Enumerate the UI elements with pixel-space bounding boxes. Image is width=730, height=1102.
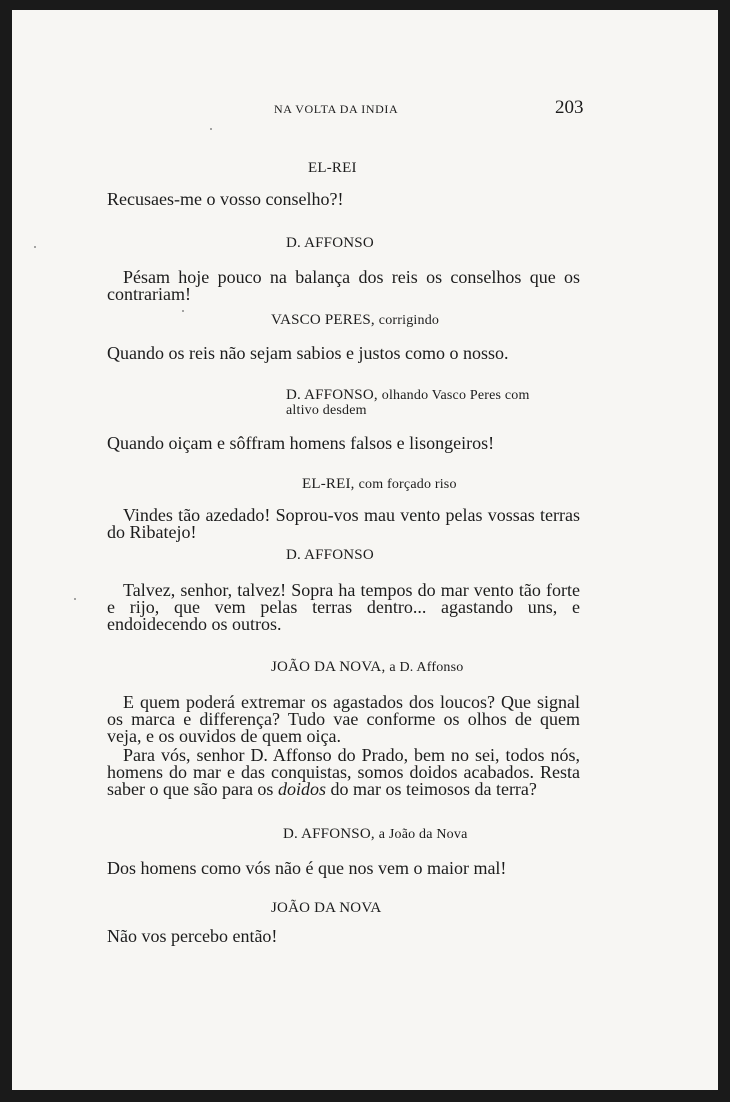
dialogue-line: Quando oiçam e sôffram homens falsos e lisongeiros! xyxy=(107,433,495,453)
dialogue-line: Recusaes-me o vosso conselho?! xyxy=(107,189,344,209)
scan-speck xyxy=(210,128,212,130)
speaker-name: JOÃO DA NOVA, xyxy=(271,659,386,675)
running-title: NA VOLTA DA INDIA xyxy=(274,102,399,116)
stage-direction: a D. Affonso xyxy=(389,660,464,675)
speaker-heading xyxy=(302,476,457,493)
speaker-name: JOÃO DA NOVA xyxy=(271,900,382,916)
stage-direction: olhando Vasco Peres com altivo desdem xyxy=(286,388,530,418)
speaker-heading xyxy=(286,388,561,418)
speaker-heading xyxy=(271,312,439,329)
scan-speck xyxy=(182,310,184,312)
scan-speck xyxy=(34,246,36,248)
speaker-name: EL-REI xyxy=(308,160,357,176)
speaker-heading xyxy=(283,826,467,843)
speaker-name: EL-REI, xyxy=(302,476,355,492)
speaker-heading xyxy=(271,659,463,676)
dialogue-line: Pésam hoje pouco na balança dos reis os conselhos que os contrariam! xyxy=(107,267,580,304)
dialogue-line: Não vos percebo então! xyxy=(107,926,278,946)
speaker-name: D. AFFONSO, xyxy=(283,826,375,842)
book-page xyxy=(12,10,718,1090)
dialogue-line: Para vós, senhor D. Affonso do Prado, bem no sei, todos nós, homens do mar e das conquistas, somos doidos acabados. Resta saber o que são para os doidos do mar os teimosos da terra? xyxy=(107,745,580,799)
speaker-name: D. AFFONSO xyxy=(286,547,374,563)
dialogue-line: Talvez, senhor, talvez! Sopra ha tempos do mar vento tão forte e rijo, que vem pelas terras dentro... agastando uns, e endoidecendo os outros. xyxy=(107,580,580,634)
dialogue-line: Quando os reis não sejam sabios e justos como o nosso. xyxy=(107,343,509,363)
speaker-name: VASCO PERES, xyxy=(271,312,375,328)
dialogue-line: E quem poderá extremar os agastados dos loucos? Que signal os marca e differença? Tudo vae conforme os olhos de quem veja, e os ouvidos de quem oiça. xyxy=(107,692,580,746)
emphasis: doidos xyxy=(277,779,326,799)
stage-direction: a João da Nova xyxy=(378,827,468,842)
page-number: 203 xyxy=(555,97,584,118)
scan-speck xyxy=(74,598,76,600)
dialogue-line: Vindes tão azedado! Soprou-vos mau vento pelas vossas terras do Ribatejo! xyxy=(107,505,580,542)
speaker-name: D. AFFONSO xyxy=(286,235,374,251)
speaker-name: D. AFFONSO, xyxy=(286,387,378,403)
stage-direction: corrigindo xyxy=(378,313,440,328)
dialogue-line: Dos homens como vós não é que nos vem o maior mal! xyxy=(107,858,507,878)
stage-direction: com forçado riso xyxy=(358,477,457,492)
